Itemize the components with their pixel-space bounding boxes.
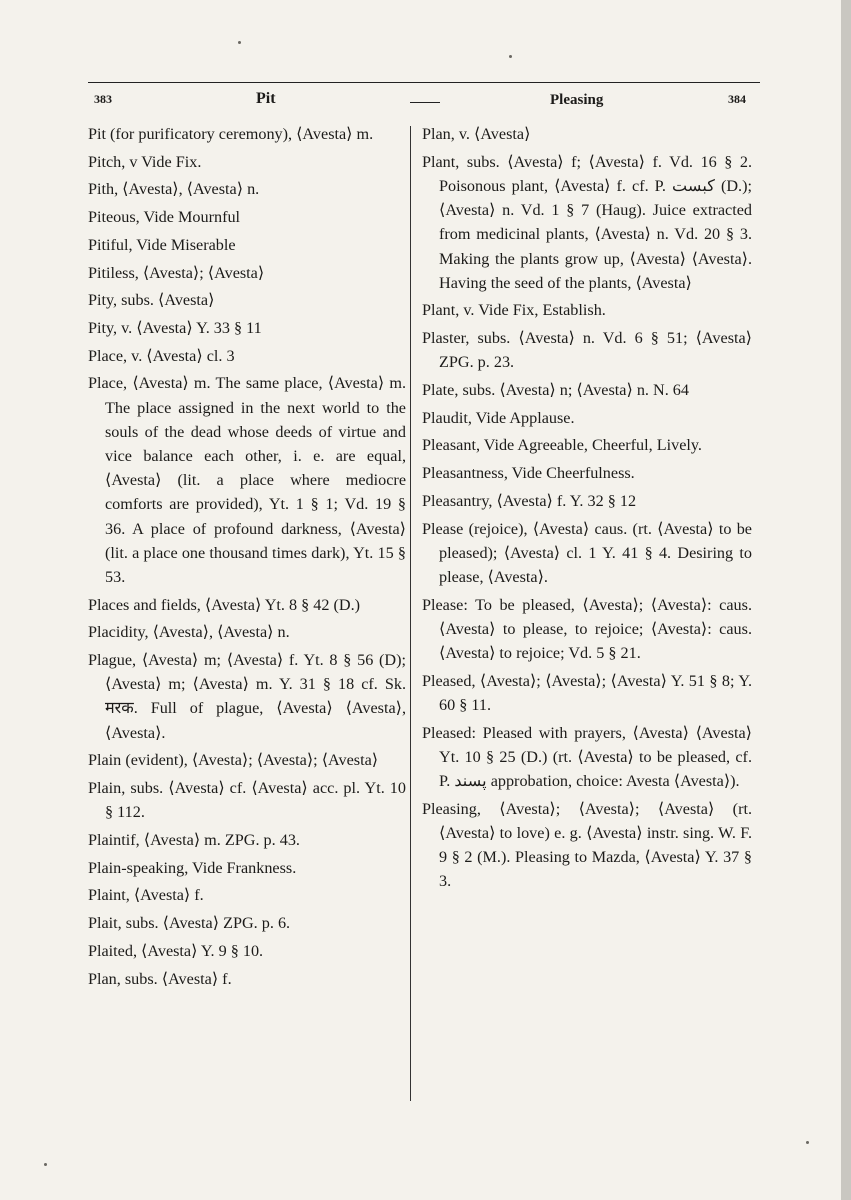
dictionary-entry: Plain (evident), ⟨Avesta⟩; ⟨Avesta⟩; ⟨Avesta⟩	[88, 751, 379, 770]
dictionary-entry: Plan, subs. ⟨Avesta⟩ f.	[88, 969, 232, 988]
dictionary-entry: Plaster, subs. ⟨Avesta⟩ n. Vd. 6 § 51; ⟨Avesta⟩ ZPG. p. 23.	[422, 329, 752, 372]
dictionary-entry: Pit (for purificatory ceremony), ⟨Avesta⟩ m.	[88, 125, 374, 143]
dictionary-entry: Plan, v. ⟨Avesta⟩	[422, 125, 531, 143]
dictionary-entry: Plate, subs. ⟨Avesta⟩ n; ⟨Avesta⟩ n. N. 64	[422, 381, 689, 400]
dictionary-entry: Pity, subs. ⟨Avesta⟩	[88, 291, 215, 310]
dictionary-entry: Plant, v. Vide Fix, Establish.	[422, 301, 606, 320]
ink-speck	[238, 41, 241, 44]
left-headword: Pit	[256, 90, 276, 107]
left-column	[88, 122, 406, 994]
right-headword: Pleasing	[550, 92, 604, 108]
ink-speck	[44, 1163, 47, 1166]
dictionary-entry: Pitiful, Vide Miserable	[88, 235, 236, 254]
running-header	[88, 86, 760, 118]
header-rule	[88, 82, 760, 83]
dictionary-entry: Plain-speaking, Vide Frankness.	[88, 858, 297, 877]
dictionary-entry: Pleasing, ⟨Avesta⟩; ⟨Avesta⟩; ⟨Avesta⟩ (rt. ⟨Avesta⟩ to love) e. g. ⟨Avesta⟩ instr. sing. W. F. 9 § 2 (M.). Pleasing to Mazda, ⟨Avesta⟩ Y. 37 § 3.	[422, 799, 752, 891]
dictionary-entry: Plait, subs. ⟨Avesta⟩ ZPG. p. 6.	[88, 914, 291, 933]
dictionary-entry: Plaited, ⟨Avesta⟩ Y. 9 § 10.	[88, 941, 264, 960]
ink-speck	[806, 1141, 809, 1144]
left-page-number: 383	[94, 92, 112, 106]
dictionary-entry: Pleased: Pleased with prayers, ⟨Avesta⟩ ⟨Avesta⟩ Yt. 10 § 25 (D.) (rt. ⟨Avesta⟩ to be pleased, cf. P. پسند approbation, choice: Avesta ⟨Avesta⟩).	[422, 723, 752, 791]
right-column	[422, 122, 752, 897]
dictionary-entry: Plain, subs. ⟨Avesta⟩ cf. ⟨Avesta⟩ acc. pl. Yt. 10 § 112.	[88, 779, 406, 822]
dictionary-entry: Pleasantness, Vide Cheerfulness.	[422, 464, 635, 483]
dictionary-entry: Place, v. ⟨Avesta⟩ cl. 3	[88, 346, 235, 365]
dictionary-entry: Pity, v. ⟨Avesta⟩ Y. 33 § 11	[88, 318, 262, 337]
page-edge	[841, 0, 851, 1200]
dictionary-entry: Places and fields, ⟨Avesta⟩ Yt. 8 § 42 (D.)	[88, 595, 361, 614]
dictionary-entry: Place, ⟨Avesta⟩ m. The same place, ⟨Avesta⟩ m. The place assigned in the next world to the souls of the dead whose deeds of virtue and vice balance each other, i. e. are equal, ⟨Avesta⟩ (lit. a place where mediocre comforts are provided), Yt. 1 § 1; Vd. 19 § 36. A place of profound darkness, ⟨Avesta⟩ (lit. a place one thousand times dark), Yt. 15 § 53.	[88, 374, 406, 586]
dictionary-entry: Placidity, ⟨Avesta⟩, ⟨Avesta⟩ n.	[88, 623, 290, 642]
header-dash	[410, 102, 440, 103]
dictionary-entry: Plaudit, Vide Applause.	[422, 408, 575, 427]
dictionary-entry: Please (rejoice), ⟨Avesta⟩ caus. (rt. ⟨Avesta⟩ to be pleased); ⟨Avesta⟩ cl. 1 Y. 41 § 4. Desiring to please, ⟨Avesta⟩.	[422, 519, 752, 586]
dictionary-entry: Pith, ⟨Avesta⟩, ⟨Avesta⟩ n.	[88, 180, 260, 199]
dictionary-entry: Pitch, v Vide Fix.	[88, 152, 202, 171]
dictionary-entry: Plaint, ⟨Avesta⟩ f.	[88, 886, 204, 905]
dictionary-entry: Plant, subs. ⟨Avesta⟩ f; ⟨Avesta⟩ f. Vd. 16 § 2. Poisonous plant, ⟨Avesta⟩ f. cf. P. کبست (D.); ⟨Avesta⟩ n. Vd. 1 § 7 (Haug). Juice extracted from medicinal plants, ⟨Avesta⟩ n. Vd. 20 § 3. Making the plants grow up, ⟨Avesta⟩ ⟨Avesta⟩. Having the seed of the plants, ⟨Avesta⟩	[422, 152, 752, 292]
dictionary-entry: Pleased, ⟨Avesta⟩; ⟨Avesta⟩; ⟨Avesta⟩ Y. 51 § 8; Y. 60 § 11.	[422, 671, 752, 714]
ink-speck	[509, 55, 512, 58]
dictionary-entry: Pitiless, ⟨Avesta⟩; ⟨Avesta⟩	[88, 263, 265, 282]
right-page-number: 384	[728, 92, 746, 106]
dictionary-entry: Plaintif, ⟨Avesta⟩ m. ZPG. p. 43.	[88, 830, 300, 849]
dictionary-entry: Plague, ⟨Avesta⟩ m; ⟨Avesta⟩ f. Yt. 8 § 56 (D); ⟨Avesta⟩ m; ⟨Avesta⟩ m. Y. 31 § 18 cf. Sk. मरक. Full of plague, ⟨Avesta⟩ ⟨Avesta⟩, ⟨Avesta⟩.	[88, 651, 406, 742]
dictionary-entry: Pleasant, Vide Agreeable, Cheerful, Lively.	[422, 436, 702, 455]
column-divider	[410, 126, 411, 1101]
dictionary-entry: Pleasantry, ⟨Avesta⟩ f. Y. 32 § 12	[422, 491, 637, 510]
dictionary-entry: Piteous, Vide Mournful	[88, 208, 241, 227]
dictionary-entry: Please: To be pleased, ⟨Avesta⟩; ⟨Avesta⟩: caus. ⟨Avesta⟩ to please, to rejoice; ⟨Avesta⟩: caus. ⟨Avesta⟩ to rejoice; Vd. 5 § 21.	[422, 595, 752, 663]
